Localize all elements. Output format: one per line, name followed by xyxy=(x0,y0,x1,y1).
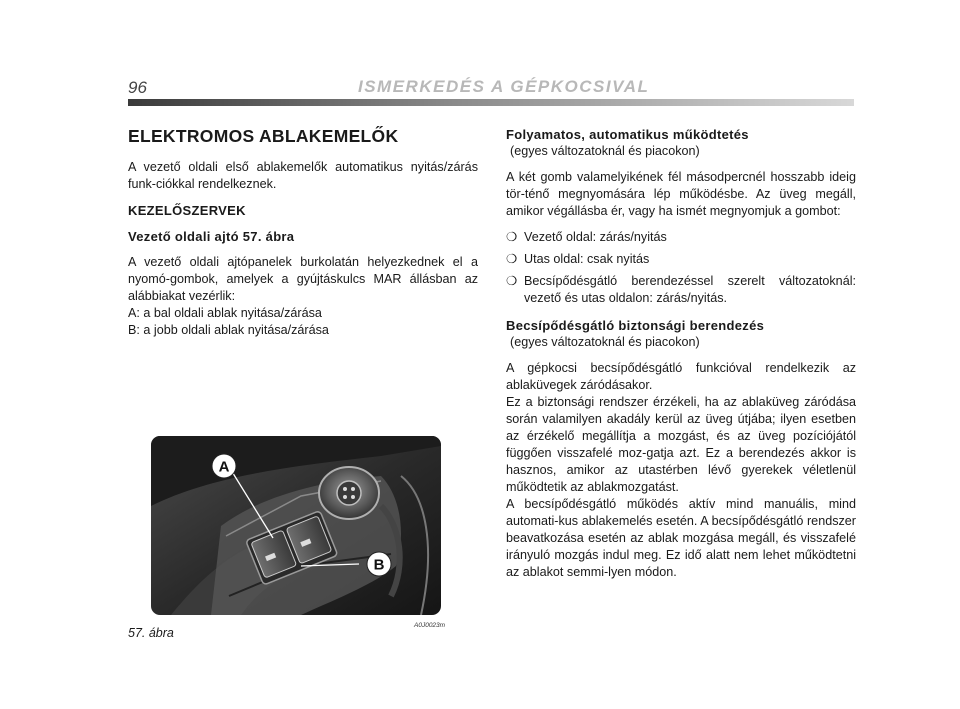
auto-operation-note: (egyes változatoknál és piacokon) xyxy=(510,144,700,158)
line-b: B: a jobb oldali ablak nyitása/zárása xyxy=(128,323,329,337)
section-heading: ELEKTROMOS ABLAKEMELŐK xyxy=(128,126,399,146)
bullet-marker: ❍ xyxy=(506,274,518,288)
callout-b: B xyxy=(373,556,385,574)
auto-operation-paragraph: A két gomb valamelyikének fél másodpercnél hosszabb ideig tör-ténő megnyomására lép működésbe. Az üveg megáll, amikor végállásba ér, vagy ha ismét megnyomjuk a gombot: xyxy=(506,170,856,218)
list-item xyxy=(506,229,856,246)
bullet-marker: ❍ xyxy=(506,252,518,266)
header-rule xyxy=(128,99,854,106)
callout-a: A xyxy=(218,458,230,476)
anti-pinch-note: (egyes változatoknál és piacokon) xyxy=(510,335,700,349)
anti-pinch-p1: A gépkocsi becsípődésgátló funkcióval rendelkezik az ablaküvegek záródásakor. xyxy=(506,361,856,392)
chapter-title: ISMERKEDÉS A GÉPKOCSIVAL xyxy=(358,77,650,96)
list-item-text: Utas oldal: csak nyitás xyxy=(524,252,650,266)
intro-paragraph: A vezető oldali első ablakemelők automatikus nyitás/zárás funk-ciókkal rendelkeznek. xyxy=(128,160,478,191)
list-item-text: Vezető oldal: zárás/nyitás xyxy=(524,230,667,244)
list-item xyxy=(506,251,856,268)
figure-57-window-switches xyxy=(151,436,441,615)
figure-caption: 57. ábra xyxy=(128,626,174,640)
list-item xyxy=(506,273,856,307)
door-panel-illustration xyxy=(151,436,441,615)
auto-operation-heading: Folyamatos, automatikus működtetés xyxy=(506,127,749,142)
figure-code: A0J0023m xyxy=(414,622,446,629)
right-column xyxy=(506,126,856,581)
anti-pinch-paragraph xyxy=(506,360,856,581)
anti-pinch-p2: Ez a biztonsági rendszer érzékeli, ha az ablaküveg záródása során valamilyen akadály kerül az üveg útjába; ilyen esetben az érzékelő megállítja a mozgást, és az üveg pozíciójától függően visszafelé moz-gatja azt. Ez a berendezés akkor is hasznos, amikor az utastérben lévő gyerekek véletlenül működtetik az ablakmozgatást. xyxy=(506,395,856,494)
line-a: A: a bal oldali ablak nyitása/zárása xyxy=(128,306,322,320)
list-item-text: Becsípődésgátló berendezéssel szerelt változatoknál: vezető és utas oldalon: zárás/nyitás. xyxy=(524,274,856,305)
controls-body: A vezető oldali ajtópanelek burkolatán helyezkednek el a nyomó-gombok, amelyek a gyújtáskulcs MAR állásban az alábbiakat vezérlik: xyxy=(128,255,478,303)
controls-subheading: KEZELŐSZERVEK xyxy=(128,203,246,218)
bullet-marker: ❍ xyxy=(506,230,518,244)
driver-door-subheading: Vezető oldali ajtó 57. ábra xyxy=(128,229,295,244)
anti-pinch-heading: Becsípődésgátló biztonsági berendezés xyxy=(506,318,765,333)
controls-paragraph xyxy=(128,254,478,339)
left-column xyxy=(128,126,478,339)
operation-list xyxy=(506,229,856,307)
anti-pinch-p3: A becsípődésgátló működés aktív mind manuális, mind automati-kus ablakemelés esetén. A becsípődésgátló rendszer beavatkozása esetén az ablak mozgása megáll, és visszafelé irányuló mozgás indul meg. Ez idő alatt nem lehet működtetni az ablakot semmi-lyen módon. xyxy=(506,497,856,579)
page-number: 96 xyxy=(128,78,147,97)
